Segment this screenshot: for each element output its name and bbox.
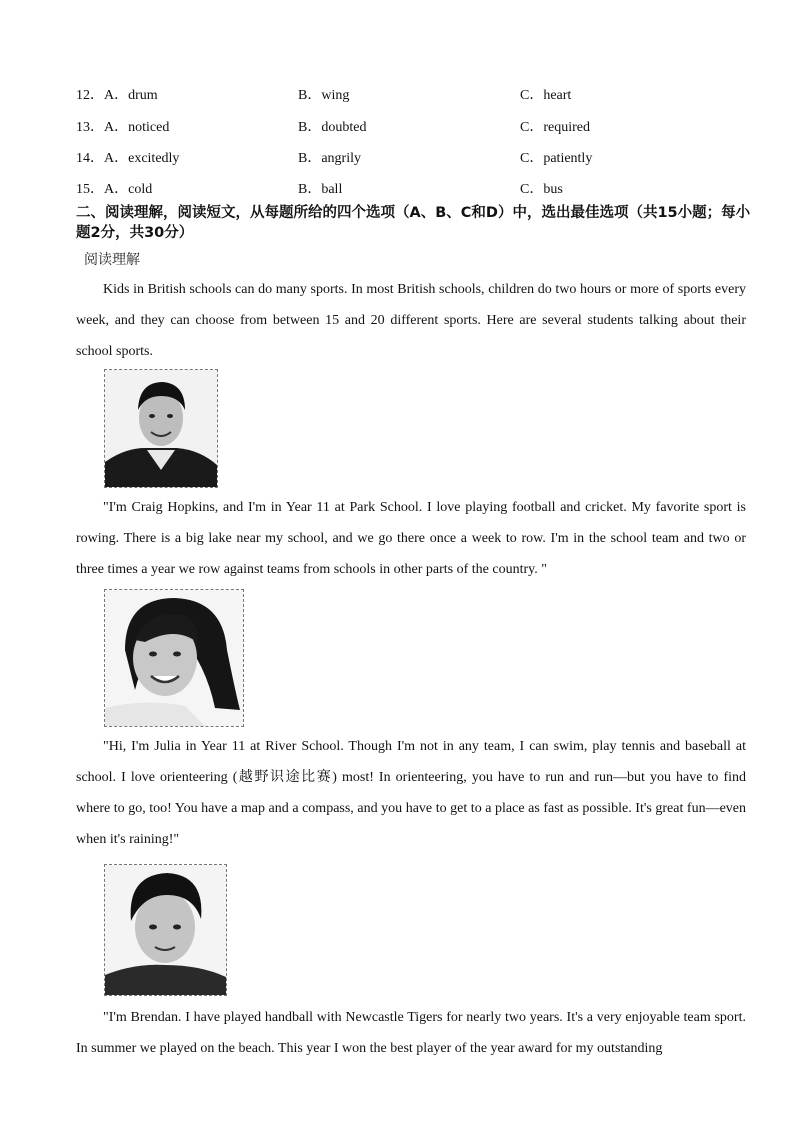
option-a: A．cold	[104, 182, 153, 197]
option-a: A．excitedly	[104, 151, 180, 166]
option-c: C．heart	[520, 88, 572, 103]
option-row-13	[0, 116, 793, 136]
craig-portrait-image	[105, 370, 217, 487]
section-heading: 二、阅读理解，阅读短文，从每题所给的四个选项（A、B、C和D）中，选出最佳选项（共15小题；每小题2分，共30分）	[76, 205, 751, 241]
brendan-portrait-image	[105, 865, 226, 995]
option-c: C．required	[520, 120, 590, 135]
option-row-15	[0, 178, 793, 198]
option-a: A．noticed	[104, 120, 170, 135]
option-b: B．ball	[298, 182, 343, 197]
julia-portrait-image	[105, 590, 243, 726]
julia-paragraph: "Hi, I'm Julia in Year 11 at River School. Though I'm not in any team, I can swim, play tennis and baseball at school. I love orienteering (越野识途比赛) most! In orienteering, you have to run and run—but you have to find where to go, too! You have a map and a compass, and you have to get to a place as fast as possible. It's great fun—even when it's raining!"	[76, 739, 746, 847]
option-row-14	[0, 147, 793, 167]
option-c: C．bus	[520, 182, 563, 197]
option-b: B．wing	[298, 88, 350, 103]
question-number: 13．	[76, 120, 104, 135]
intro-paragraph: Kids in British schools can do many sports. In most British schools, children do two hours or more of sports every week, and they can choose from between 15 and 20 different sports. Here are several students talking about their school sports.	[76, 282, 746, 359]
question-number: 15．	[76, 182, 104, 197]
option-b: B．doubted	[298, 120, 367, 135]
option-b: B．angrily	[298, 151, 361, 166]
question-number: 12．	[76, 88, 104, 103]
craig-photo	[104, 369, 218, 488]
section-sub-label: 阅读理解	[84, 252, 140, 268]
option-row-12	[0, 84, 793, 104]
craig-paragraph: "I'm Craig Hopkins, and I'm in Year 11 at Park School. I love playing football and cricket. My favorite sport is rowing. There is a big lake near my school, and we go there once a week to row. I'm in the school team and two or three times a year we row against teams from schools in other parts of the country. "	[76, 500, 746, 577]
brendan-photo	[104, 864, 227, 996]
option-a: A．drum	[104, 88, 158, 103]
julia-photo	[104, 589, 244, 727]
question-number: 14．	[76, 151, 104, 166]
brendan-paragraph: "I'm Brendan. I have played handball with Newcastle Tigers for nearly two years. It's a very enjoyable team sport. In summer we played on the beach. This year I won the best player of the year award for my outstanding	[76, 1010, 746, 1056]
option-c: C．patiently	[520, 151, 593, 166]
